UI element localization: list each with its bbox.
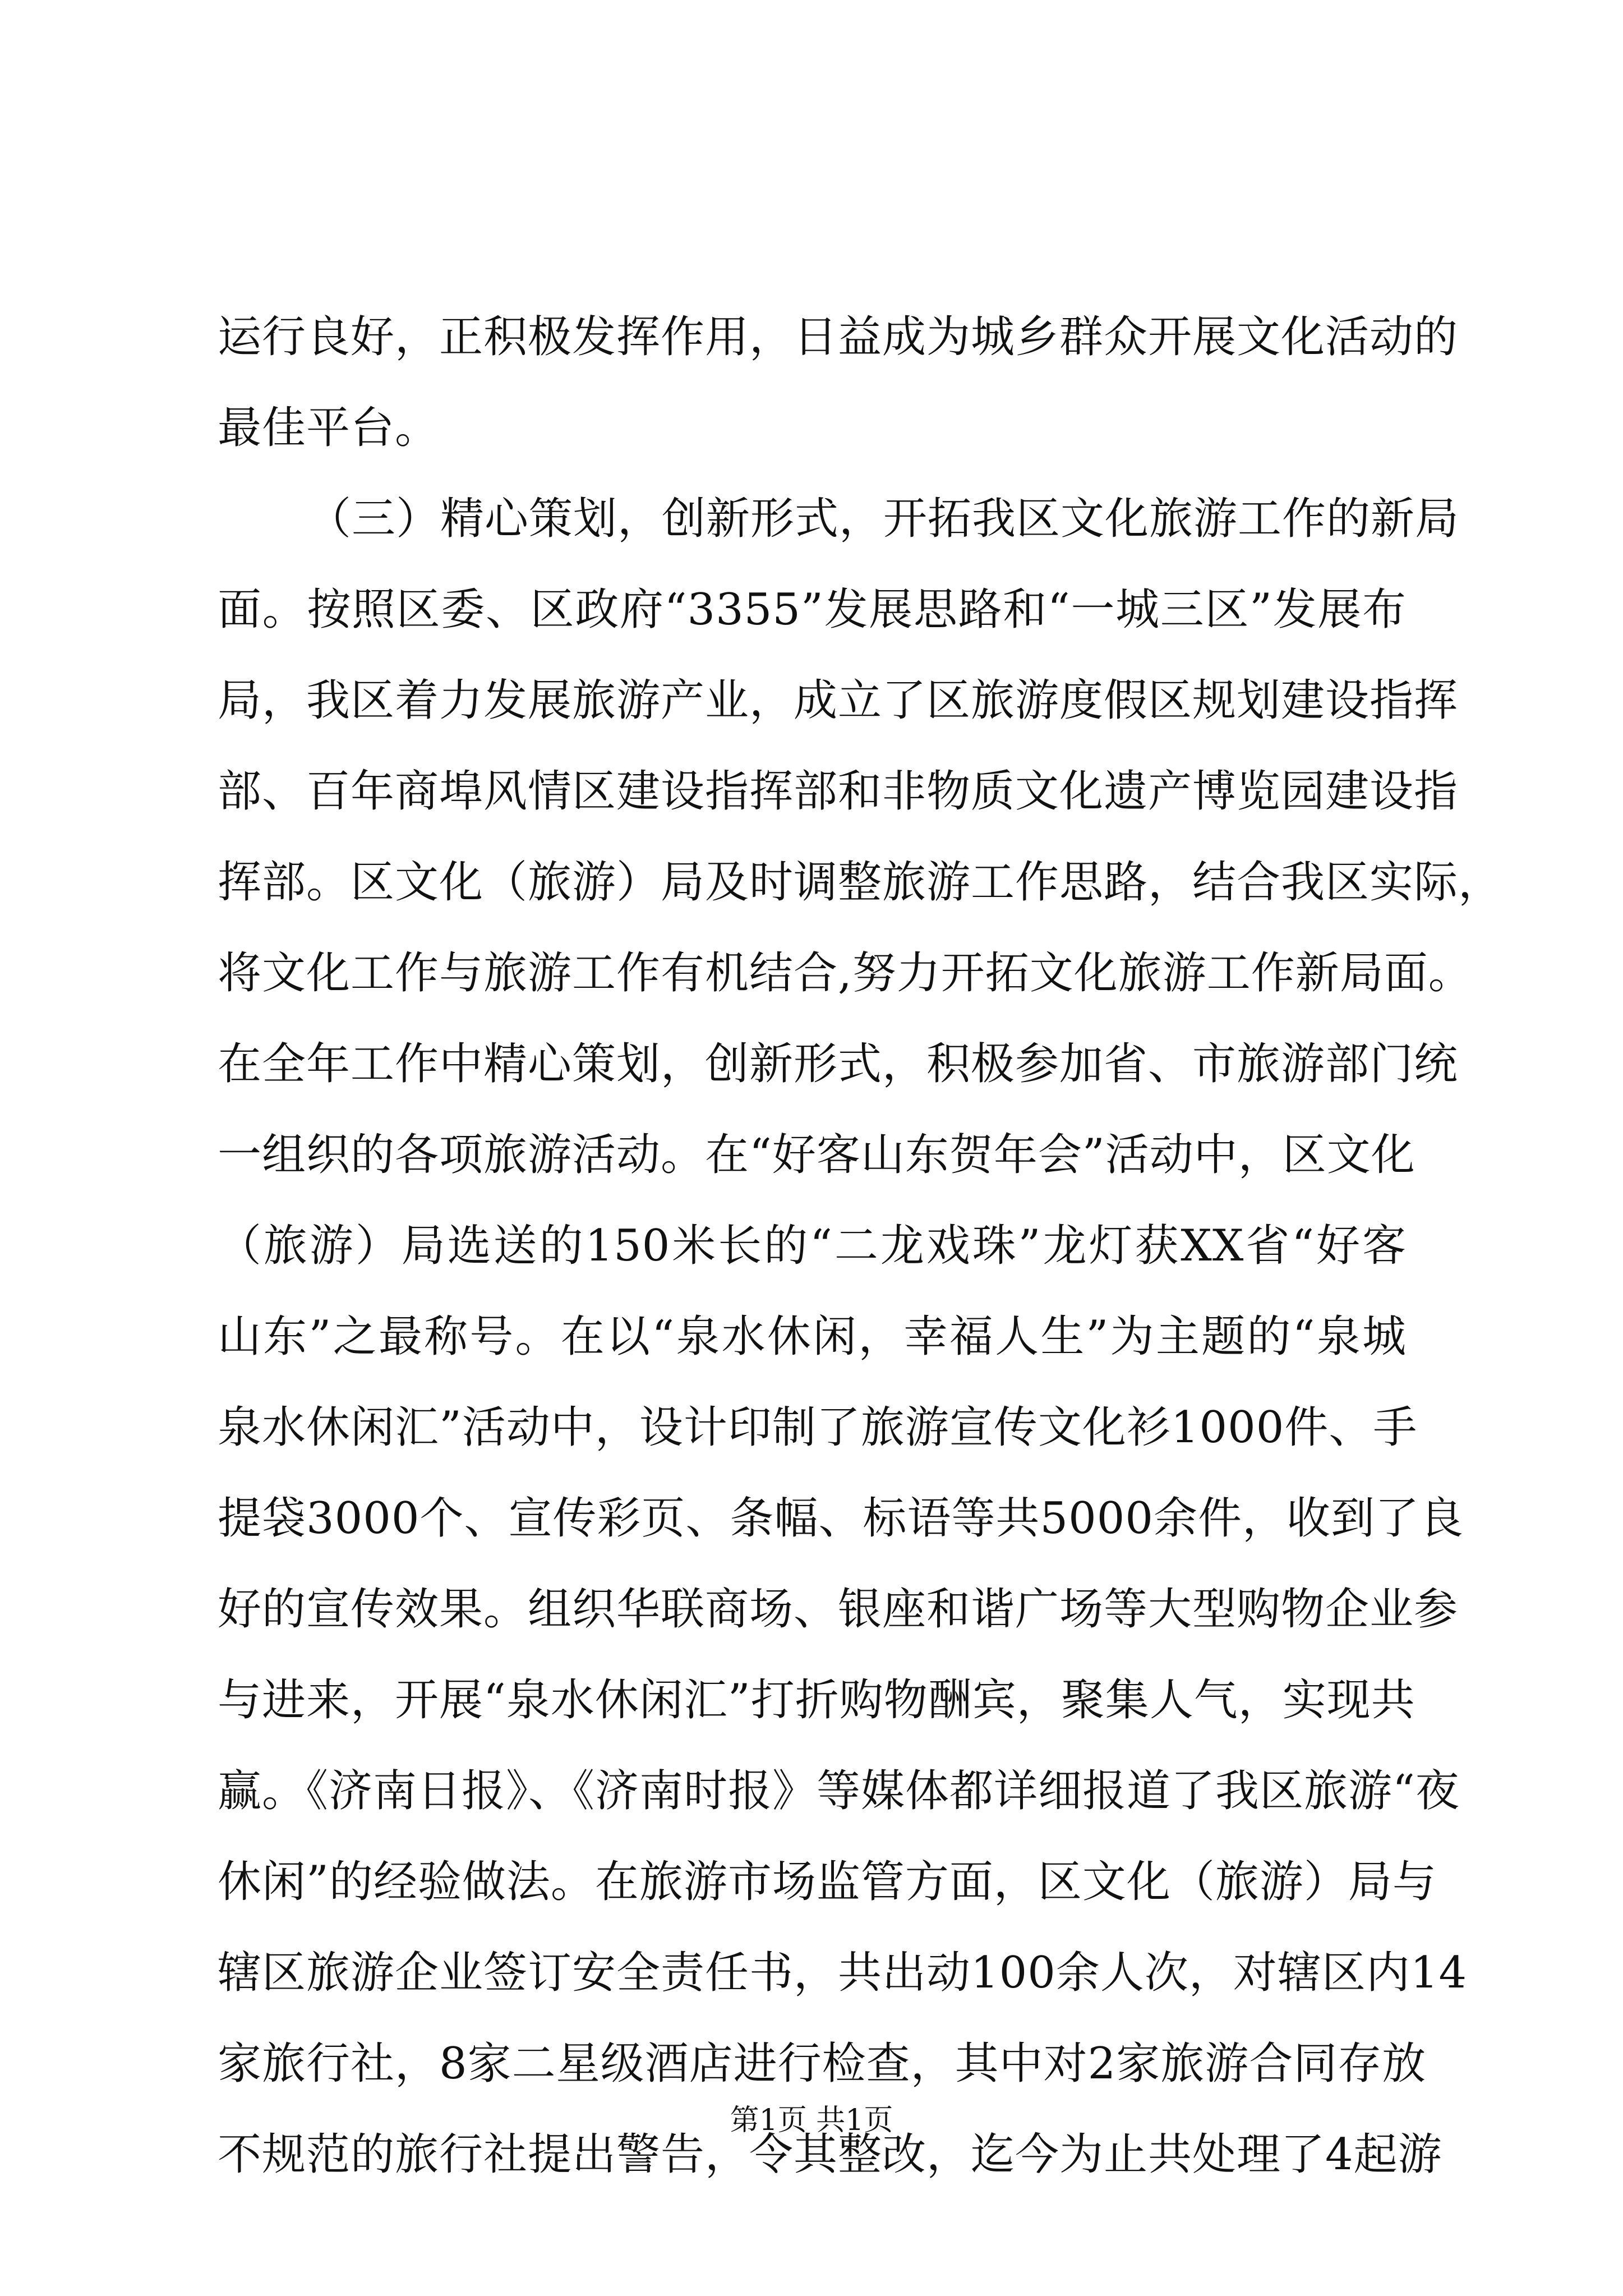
text-line: 山东”之最称号。在以“泉水休闲，幸福人生”为主题的“泉城 [218, 1312, 1407, 1362]
text-line: 泉水休闲汇”活动中，设计印制了旅游宣传文化衫1000件、手 [218, 1402, 1418, 1453]
text-line: 部、百年商埠风情区建设指挥部和非物质文化遗产博览园建设指 [218, 766, 1459, 817]
text-line: 最佳平台。 [218, 403, 440, 453]
text-line: 挥部。区文化（旅游）局及时调整旅游工作思路，结合我区实际， [218, 857, 1503, 908]
section-heading-line: （三）精心策划，创新形式，开拓我区文化旅游工作的新局 [307, 494, 1460, 544]
text-line: 好的宣传效果。组织华联商场、银座和谐广场等大型购物企业参 [218, 1584, 1459, 1635]
text-line: 面。按照区委、区政府“3355”发展思路和“一城三区”发展布 [218, 585, 1407, 635]
text-line: 提袋3000个、宣传彩页、条幅、标语等共5000余件，收到了良 [218, 1493, 1464, 1544]
body-text [218, 292, 1503, 2200]
text-line: 辖区旅游企业签订安全责任书，共出动100余人次，对辖区内14 [218, 1948, 1468, 1998]
text-line: 将文化工作与旅游工作有机结合,努力开拓文化旅游工作新局面。 [218, 948, 1473, 999]
text-line: 赢。《济南日报》、《济南时报》等媒体都详细报道了我区旅游“夜 [218, 1766, 1460, 1816]
text-line: 局，我区着力发展旅游产业，成立了区旅游度假区规划建设指挥 [218, 675, 1459, 726]
text-line: 休闲”的经验做法。在旅游市场监管方面，区文化（旅游）局与 [218, 1857, 1437, 1907]
page-footer [0, 2101, 1623, 2140]
text-line: （旅游）局选送的150米长的“二龙戏珠”龙灯获XX省“好客 [218, 1221, 1407, 1271]
text-line: 运行良好，正积极发挥作用，日益成为城乡群众开展文化活动的 [218, 312, 1459, 362]
text-line: 不规范的旅行社提出警告，令其整改，迄今为止共处理了4起游 [218, 2129, 1442, 2180]
page-number-label: 第1页 共1页 [730, 2104, 893, 2137]
text-line: 一组织的各项旅游活动。在“好客山东贺年会”活动中，区文化 [218, 1130, 1415, 1180]
text-line: 与进来，开展“泉水休闲汇”打折购物酬宾，聚集人气，实现共 [218, 1675, 1415, 1726]
text-line: 在全年工作中精心策划，创新形式，积极参加省、市旅游部门统 [218, 1039, 1459, 1089]
text-line: 家旅行社，8家二星级酒店进行检查，其中对2家旅游合同存放 [218, 2039, 1427, 2089]
